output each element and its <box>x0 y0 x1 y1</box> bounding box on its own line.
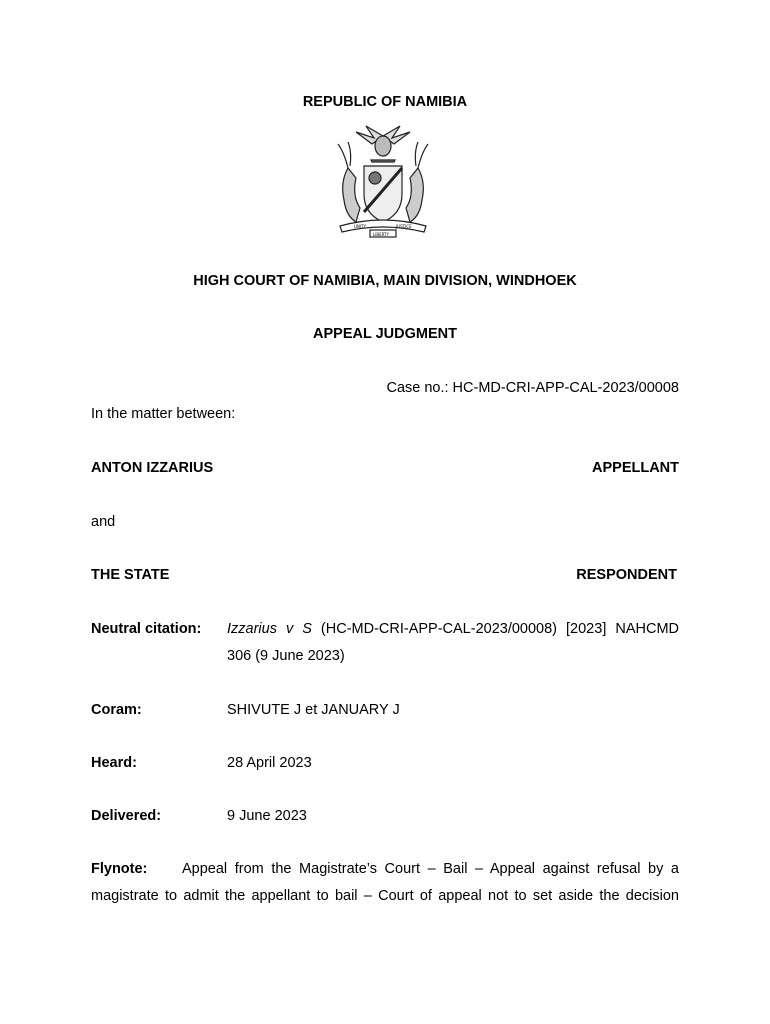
delivered-label: Delivered: <box>91 808 162 824</box>
crest-motto-bottom: LIBERTY <box>373 232 390 237</box>
country-heading: REPUBLIC OF NAMIBIA <box>302 94 468 110</box>
court-heading: HIGH COURT OF NAMIBIA, MAIN DIVISION, WINDHOEK <box>193 273 577 289</box>
heard-value: 28 April 2023 <box>227 755 312 771</box>
coram-label: Coram: <box>91 702 142 718</box>
flynote-line2: magistrate to admit the appellant to bail – Court of appeal not to set aside the decision <box>91 888 679 904</box>
delivered-value: 9 June 2023 <box>227 808 307 824</box>
heard-label: Heard: <box>91 755 137 771</box>
flynote-line1: Appeal from the Magistrate’s Court – Bail – Appeal against refusal by a <box>182 861 679 877</box>
neutral-citation-line1 <box>227 621 679 637</box>
citation-reference: (HC-MD-CRI-APP-CAL-2023/00008) [2023] NAHCMD <box>320 621 679 637</box>
matter-intro: In the matter between: <box>91 406 236 422</box>
appellant-name: ANTON IZZARIUS <box>91 460 214 476</box>
crest-motto-mid: JUSTICE <box>396 224 412 229</box>
document-type-heading: APPEAL JUDGMENT <box>313 326 457 342</box>
and-connector: and <box>91 514 116 530</box>
respondent-role: RESPONDENT <box>576 567 677 583</box>
citation-case-name: Izzarius v S <box>227 621 312 637</box>
neutral-citation-label: Neutral citation: <box>91 621 202 637</box>
neutral-citation-line2: 306 (9 June 2023) <box>227 648 345 664</box>
case-number: Case no.: HC-MD-CRI-APP-CAL-2023/00008 <box>386 380 679 396</box>
crest-motto-left: UNITY <box>354 224 366 229</box>
coram-value: SHIVUTE J et JANUARY J <box>227 702 400 718</box>
respondent-name: THE STATE <box>91 567 170 583</box>
flynote-label: Flynote: <box>91 861 148 877</box>
coat-of-arms-icon <box>326 122 440 240</box>
appellant-role: APPELLANT <box>592 460 679 476</box>
